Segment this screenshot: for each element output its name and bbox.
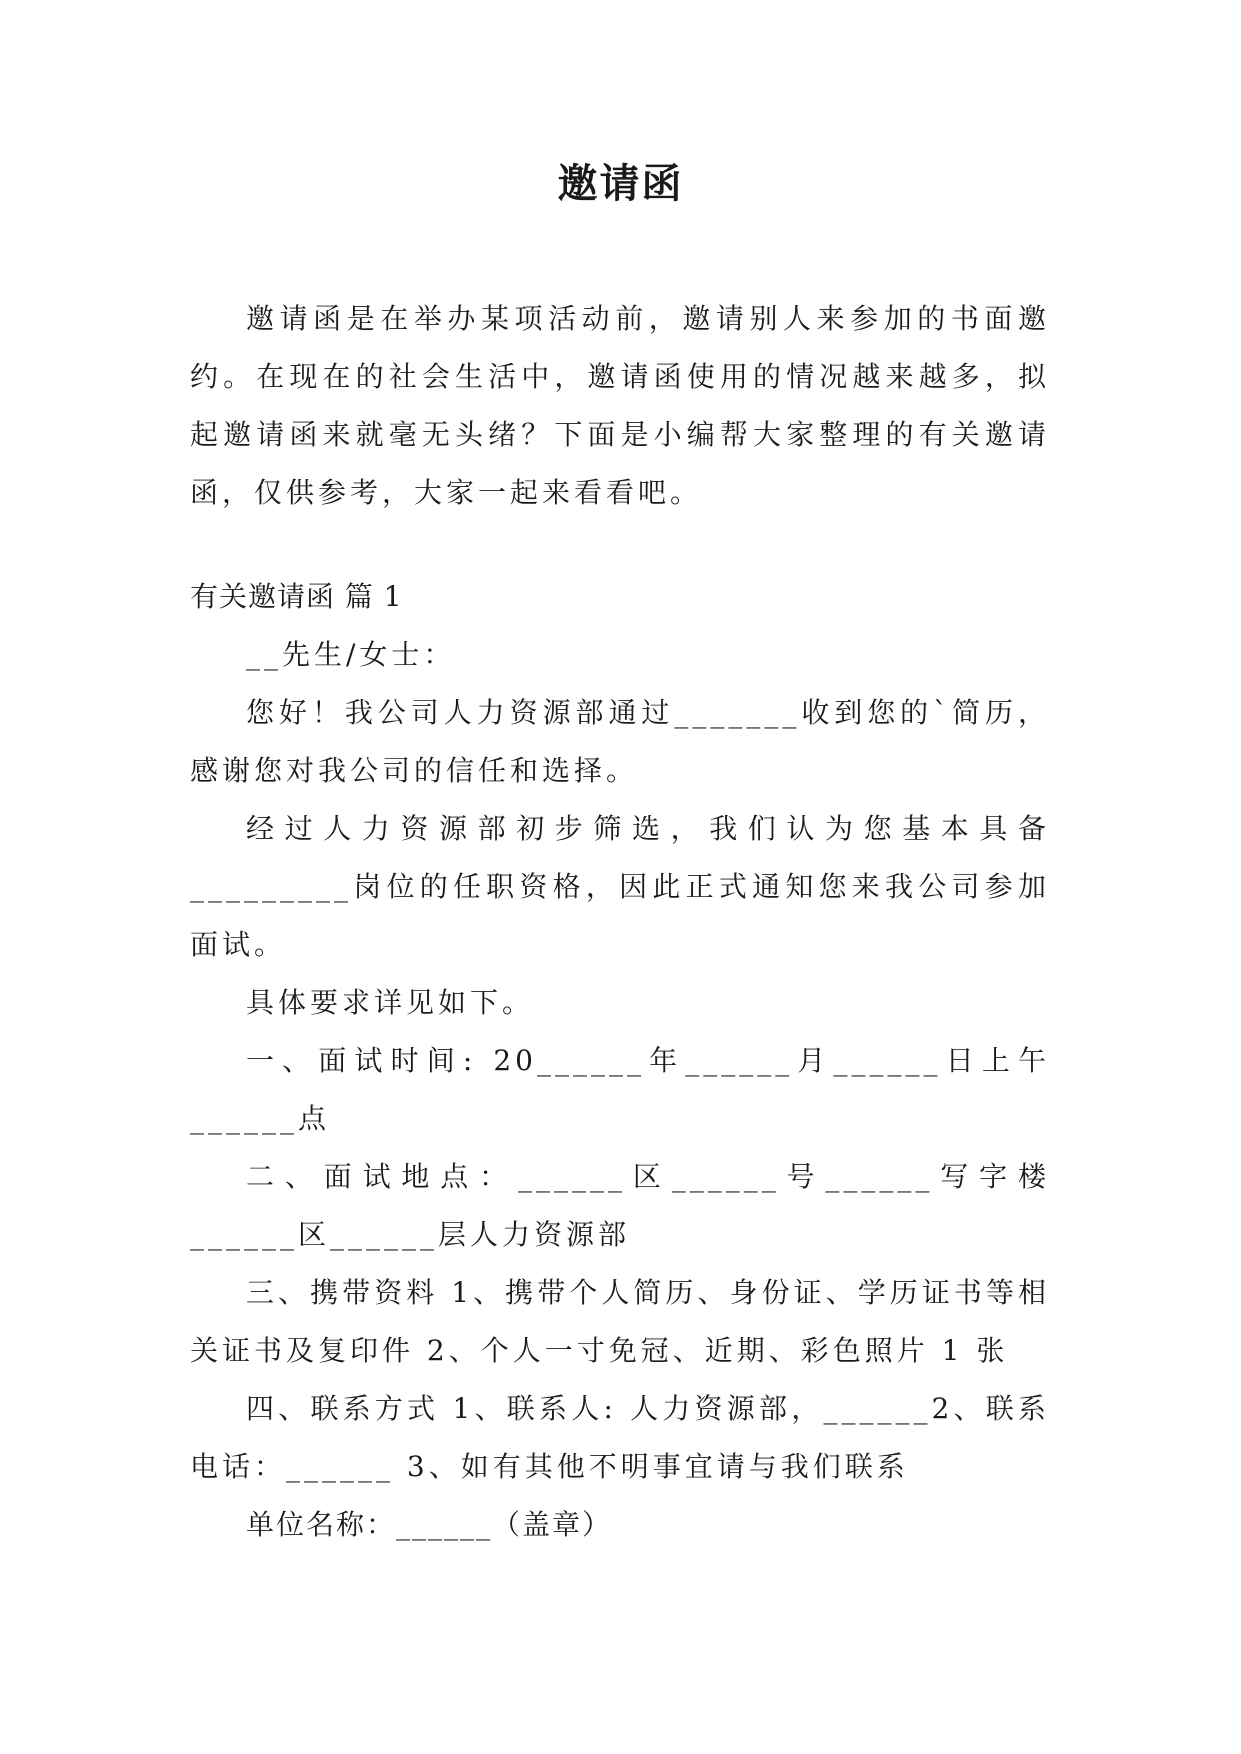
intro-paragraph: 邀请函是在举办某项活动前，邀请别人来参加的书面邀约。在现在的社会生活中，邀请函使用的情况越来越多，拟起邀请函来就毫无头绪？下面是小编帮大家整理的有关邀请函，仅供参考，大家一起来看看吧。 [190,302,1050,509]
signature-line: 单位名称：______（盖章） [246,1508,613,1541]
section-heading: 有关邀请函 篇 1 [190,580,403,613]
interview-time: 一、面试时间: 20______年______月______日上午______点 [190,1044,1050,1135]
screening-paragraph: 经过人力资源部初步筛选，我们认为您基本具备_________岗位的任职资格，因此正式通知您来我公司参加面试。 [190,812,1050,961]
required-materials: 三、携带资料 1、携带个人简历、身份证、学历证书等相关证书及复印件 2、个人一寸免冠、近期、彩色照片 1 张 [190,1276,1050,1367]
requirements-intro: 具体要求详见如下。 [246,986,535,1019]
document-body [190,290,1050,1554]
greeting-paragraph: 您好！我公司人力资源部通过_______收到您的`简历，感谢您对我公司的信任和选择。 [190,696,1050,787]
contact-info: 四、联系方式 1、联系人: 人力资源部，______2、联系电话：______ 3、如有其他不明事宜请与我们联系 [190,1392,1050,1483]
salutation: __先生/女士： [246,638,456,671]
document-title: 邀请函 [557,160,684,207]
interview-location: 二、面试地点：______区______号______写字楼______区______层人力资源部 [190,1160,1050,1251]
